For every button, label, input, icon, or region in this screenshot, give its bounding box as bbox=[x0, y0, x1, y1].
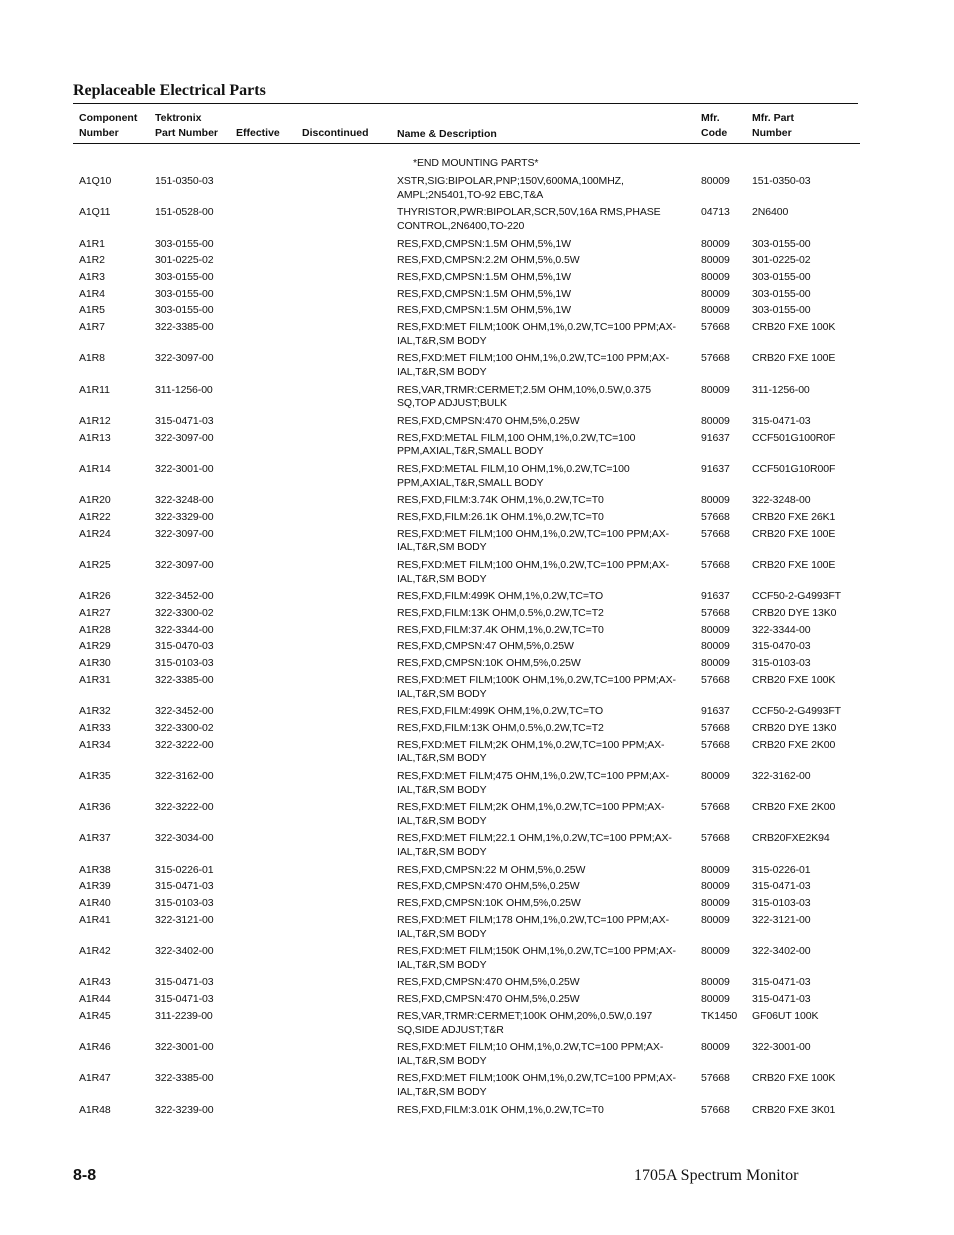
description-line: RES,FXD,FILM:26.1K OHM.1%,0.2W,TC=T0 bbox=[397, 511, 604, 523]
component-number: A1R42 bbox=[79, 945, 111, 958]
component-number: A1R27 bbox=[79, 607, 111, 619]
description-line: RES,FXD,CMPSN:47 OHM,5%,0.25W bbox=[397, 640, 574, 653]
description-line: RES,VAR,TRMR:CERMET;2.5M OHM,10%,0.5W,0.375 bbox=[397, 383, 651, 396]
component-number: A1R20 bbox=[79, 494, 111, 507]
description-line: RES,FXD,CMPSN:470 OHM,5%,0.25W bbox=[397, 880, 580, 893]
manual-title: 1705A Spectrum Monitor bbox=[634, 1167, 799, 1184]
mfr-code: 91637 bbox=[701, 431, 730, 444]
description-line: RES,FXD,CMPSN:1.5M OHM,5%,1W bbox=[397, 304, 571, 317]
col-header-name: Name & Description bbox=[397, 128, 497, 140]
description-line: IAL,T&R,SM BODY bbox=[397, 958, 487, 971]
mfr-part-number: 315-0470-03 bbox=[752, 640, 811, 653]
component-number: A1R44 bbox=[79, 993, 111, 1006]
tektronix-part-number: 315-0103-03 bbox=[155, 897, 214, 910]
component-number: A1R3 bbox=[79, 271, 105, 283]
tektronix-part-number: 322-3248-00 bbox=[155, 494, 214, 507]
tektronix-part-number: 322-3121-00 bbox=[155, 913, 214, 926]
mfr-code: 57668 bbox=[701, 527, 730, 540]
col-header-discontinued: Discontinued bbox=[302, 127, 369, 139]
description-line: RES,FXD:MET FILM;2K OHM,1%,0.2W,TC=100 PPM;AX- bbox=[397, 738, 665, 751]
component-number: A1R22 bbox=[79, 511, 111, 523]
mfr-code: 80009 bbox=[701, 271, 730, 283]
description-line: RES,FXD,CMPSN:1.5M OHM,5%,1W bbox=[397, 271, 571, 283]
component-number: A1R43 bbox=[79, 976, 111, 989]
description-line: IAL,T&R,SM BODY bbox=[397, 846, 487, 859]
tektronix-part-number: 322-3097-00 bbox=[155, 352, 214, 365]
component-number: A1R45 bbox=[79, 1009, 111, 1022]
description-line: RES,FXD:MET FILM;475 OHM,1%,0.2W,TC=100 PPM;AX- bbox=[397, 769, 669, 782]
description-line: PPM,AXIAL,T&R,SMALL BODY bbox=[397, 445, 544, 458]
tektronix-part-number: 303-0155-00 bbox=[155, 287, 214, 300]
tektronix-part-number: 303-0155-00 bbox=[155, 271, 214, 283]
mfr-part-number: 322-3001-00 bbox=[752, 1041, 811, 1054]
component-number: A1R46 bbox=[79, 1041, 111, 1054]
mfr-part-number: CRB20 FXE 3K01 bbox=[752, 1103, 836, 1116]
description-line: RES,FXD,FILM:3.74K OHM,1%,0.2W,TC=T0 bbox=[397, 494, 604, 507]
tektronix-part-number: 315-0471-03 bbox=[155, 976, 214, 989]
description-line: RES,FXD:METAL FILM,100 OHM,1%,0.2W,TC=100 bbox=[397, 431, 636, 444]
description-line: RES,FXD,CMPSN:10K OHM,5%,0.25W bbox=[397, 657, 581, 670]
mfr-code: 57668 bbox=[701, 511, 730, 523]
tektronix-part-number: 322-3385-00 bbox=[155, 1072, 214, 1085]
description-line: RES,FXD:MET FILM;178 OHM,1%,0.2W,TC=100 PPM;AX- bbox=[397, 913, 669, 926]
mfr-code: 80009 bbox=[701, 304, 730, 317]
tektronix-part-number: 311-1256-00 bbox=[155, 383, 213, 396]
mfr-code: 80009 bbox=[701, 415, 730, 427]
description-line: RES,FXD,FILM:499K OHM,1%,0.2W,TC=TO bbox=[397, 590, 604, 603]
mfr-code: 80009 bbox=[701, 657, 730, 670]
component-number: A1R2 bbox=[79, 254, 105, 267]
description-line: RES,FXD:MET FILM;22.1 OHM,1%,0.2W,TC=100 PPM;AX- bbox=[397, 832, 672, 845]
component-number: A1R11 bbox=[79, 383, 110, 396]
mfr-code: 91637 bbox=[701, 463, 730, 475]
mfr-part-number: CRB20 FXE 100E bbox=[752, 527, 836, 540]
mfr-code: 80009 bbox=[701, 1041, 730, 1054]
component-number: A1R12 bbox=[79, 415, 111, 427]
component-number: A1R32 bbox=[79, 705, 111, 718]
mfr-part-number: 315-0103-03 bbox=[752, 657, 811, 670]
tektronix-part-number: 322-3034-00 bbox=[155, 832, 214, 845]
mfr-part-number: 315-0471-03 bbox=[752, 415, 811, 427]
component-number: A1R5 bbox=[79, 304, 105, 317]
col-header-tektronix-line2: Part Number bbox=[155, 127, 219, 139]
tektronix-part-number: 322-3097-00 bbox=[155, 527, 214, 540]
tektronix-part-number: 322-3222-00 bbox=[155, 801, 214, 814]
mfr-part-number: 315-0471-03 bbox=[752, 976, 811, 989]
tektronix-part-number: 315-0470-03 bbox=[155, 640, 214, 653]
description-line: IAL,T&R,SM BODY bbox=[397, 814, 487, 827]
tektronix-part-number: 322-3344-00 bbox=[155, 623, 214, 636]
mfr-code: 80009 bbox=[701, 287, 730, 300]
col-header-effective: Effective bbox=[236, 127, 280, 139]
component-number: A1R7 bbox=[79, 321, 105, 334]
mfr-part-number: 322-3121-00 bbox=[752, 913, 811, 926]
component-number: A1R36 bbox=[79, 801, 111, 814]
mfr-part-number: CRB20 FXE 2K00 bbox=[752, 738, 836, 751]
mfr-code: 57668 bbox=[701, 352, 730, 365]
mfr-part-number: 322-3162-00 bbox=[752, 769, 811, 782]
mfr-part-number: 151-0350-03 bbox=[752, 175, 811, 187]
description-line: RES,FXD,CMPSN:470 OHM,5%,0.25W bbox=[397, 993, 580, 1006]
description-line: AMPL;2N5401,TO-92 EBC,T&A bbox=[397, 188, 544, 201]
description-line: RES,FXD,CMPSN:470 OHM,5%,0.25W bbox=[397, 976, 580, 989]
component-number: A1R25 bbox=[79, 559, 111, 571]
description-line: IAL,T&R,SM BODY bbox=[397, 366, 487, 379]
component-number: A1R8 bbox=[79, 352, 105, 365]
mfr-part-number: 315-0471-03 bbox=[752, 993, 811, 1006]
mfr-part-number: CCF50-2-G4993FT bbox=[752, 705, 841, 718]
tektronix-part-number: 322-3001-00 bbox=[155, 1041, 214, 1054]
tektronix-part-number: 322-3300-02 bbox=[155, 607, 214, 619]
tektronix-part-number: 151-0350-03 bbox=[155, 175, 214, 187]
mfr-part-number: 322-3248-00 bbox=[752, 494, 811, 507]
mfr-part-number: CRB20 FXE 100E bbox=[752, 352, 836, 365]
tektronix-part-number: 311-2239-00 bbox=[155, 1009, 213, 1022]
mfr-code: 57668 bbox=[701, 607, 730, 619]
description-line: RES,FXD,FILM:37.4K OHM,1%,0.2W,TC=T0 bbox=[397, 623, 604, 636]
tektronix-part-number: 303-0155-00 bbox=[155, 237, 214, 250]
tektronix-part-number: 322-3097-00 bbox=[155, 559, 214, 571]
component-number: A1R35 bbox=[79, 769, 111, 782]
tektronix-part-number: 315-0103-03 bbox=[155, 657, 214, 670]
component-number: A1R30 bbox=[79, 657, 111, 670]
page-number: 8-8 bbox=[73, 1167, 97, 1184]
mfr-part-number: 315-0471-03 bbox=[752, 880, 811, 893]
description-line: RES,FXD,FILM:13K OHM,0.5%,0.2W,TC=T2 bbox=[397, 607, 604, 619]
tektronix-part-number: 322-3402-00 bbox=[155, 945, 214, 958]
mfr-part-number: CCF50-2-G4993FT bbox=[752, 590, 841, 603]
component-number: A1R34 bbox=[79, 738, 111, 751]
mfr-part-number: CRB20FXE2K94 bbox=[752, 832, 830, 845]
col-header-mfr-part-line1: Mfr. Part bbox=[752, 112, 795, 124]
mfr-code: 80009 bbox=[701, 863, 730, 876]
mfr-code: 80009 bbox=[701, 945, 730, 958]
description-line: RES,FXD:MET FILM;100 OHM,1%,0.2W,TC=100 PPM;AX- bbox=[397, 527, 669, 540]
description-line: RES,FXD,FILM:3.01K OHM,1%,0.2W,TC=T0 bbox=[397, 1103, 604, 1116]
description-line: RES,FXD,FILM:13K OHM,0.5%,0.2W,TC=T2 bbox=[397, 721, 604, 734]
description-line: IAL,T&R,SM BODY bbox=[397, 1054, 487, 1067]
description-line: IAL,T&R,SM BODY bbox=[397, 927, 487, 940]
component-number: A1R40 bbox=[79, 897, 111, 910]
description-line: RES,FXD:MET FILM;100 OHM,1%,0.2W,TC=100 PPM;AX- bbox=[397, 352, 669, 365]
tektronix-part-number: 315-0226-01 bbox=[155, 863, 214, 876]
mfr-code: 80009 bbox=[701, 993, 730, 1006]
description-line: RES,VAR,TRMR:CERMET;100K OHM,20%,0.5W,0.197 bbox=[397, 1009, 653, 1022]
mfr-part-number: 301-0225-02 bbox=[752, 254, 811, 267]
component-number: A1Q11 bbox=[79, 206, 111, 219]
description-line: RES,FXD,CMPSN:470 OHM,5%,0.25W bbox=[397, 415, 580, 427]
component-number: A1R39 bbox=[79, 880, 111, 893]
mfr-code: 80009 bbox=[701, 494, 730, 507]
description-line: IAL,T&R,SM BODY bbox=[397, 687, 487, 700]
mfr-part-number: 315-0103-03 bbox=[752, 897, 811, 910]
tektronix-part-number: 315-0471-03 bbox=[155, 415, 214, 427]
mfr-part-number: 303-0155-00 bbox=[752, 304, 811, 317]
tektronix-part-number: 322-3001-00 bbox=[155, 463, 214, 475]
tektronix-part-number: 315-0471-03 bbox=[155, 993, 214, 1006]
mfr-code: 80009 bbox=[701, 254, 730, 267]
component-number: A1R48 bbox=[79, 1103, 111, 1116]
mfr-code: 80009 bbox=[701, 880, 730, 893]
col-header-tektronix-line1: Tektronix bbox=[155, 112, 202, 124]
description-line: IAL,T&R,SM BODY bbox=[397, 1086, 487, 1099]
component-number: A1R4 bbox=[79, 287, 105, 300]
mfr-part-number: CRB20 DYE 13K0 bbox=[752, 721, 837, 734]
description-line: XSTR,SIG:BIPOLAR,PNP;150V,600MA,100MHZ, bbox=[397, 175, 624, 187]
mfr-part-number: 322-3344-00 bbox=[752, 623, 811, 636]
col-header-mfr-code-line1: Mfr. bbox=[701, 112, 720, 124]
mfr-part-number: CRB20 FXE 100K bbox=[752, 673, 836, 686]
description-line: RES,FXD,CMPSN:2.2M OHM,5%,0.5W bbox=[397, 254, 580, 267]
component-number: A1Q10 bbox=[79, 175, 112, 187]
mfr-part-number: 303-0155-00 bbox=[752, 237, 811, 250]
mfr-part-number: 311-1256-00 bbox=[752, 383, 810, 396]
tektronix-part-number: 322-3222-00 bbox=[155, 738, 214, 751]
mfr-code: 57668 bbox=[701, 721, 730, 734]
mfr-code: 80009 bbox=[701, 623, 730, 636]
description-line: CONTROL,2N6400,TO-220 bbox=[397, 220, 525, 232]
tektronix-part-number: 322-3097-00 bbox=[155, 431, 214, 444]
mfr-code: 57668 bbox=[701, 1103, 730, 1116]
col-header-component-line2: Number bbox=[79, 127, 119, 139]
tektronix-part-number: 315-0471-03 bbox=[155, 880, 214, 893]
component-number: A1R14 bbox=[79, 463, 111, 475]
tektronix-part-number: 322-3452-00 bbox=[155, 705, 214, 718]
component-number: A1R1 bbox=[79, 237, 105, 250]
component-number: A1R38 bbox=[79, 863, 111, 876]
tektronix-part-number: 322-3239-00 bbox=[155, 1103, 214, 1116]
description-line: RES,FXD:MET FILM;100K OHM,1%,0.2W,TC=100 PPM;AX- bbox=[397, 673, 676, 686]
mfr-code: 80009 bbox=[701, 897, 730, 910]
description-line: RES,FXD:MET FILM;150K OHM,1%,0.2W,TC=100 PPM;AX- bbox=[397, 945, 676, 958]
component-number: A1R37 bbox=[79, 832, 111, 845]
component-number: A1R29 bbox=[79, 640, 111, 653]
mfr-code: 04713 bbox=[701, 206, 730, 219]
tektronix-part-number: 151-0528-00 bbox=[155, 206, 214, 219]
col-header-component-line1: Component bbox=[79, 112, 138, 124]
description-line: IAL,T&R,SM BODY bbox=[397, 541, 487, 554]
component-number: A1R47 bbox=[79, 1072, 111, 1085]
mfr-code: 57668 bbox=[701, 673, 730, 686]
mfr-code: 80009 bbox=[701, 237, 730, 250]
mfr-code: 80009 bbox=[701, 976, 730, 989]
mfr-code: 57668 bbox=[701, 738, 730, 751]
description-line: PPM,AXIAL,T&R,SMALL BODY bbox=[397, 476, 544, 489]
mfr-code: TK1450 bbox=[701, 1009, 738, 1022]
tektronix-part-number: 322-3300-02 bbox=[155, 721, 214, 734]
mfr-code: 57668 bbox=[701, 1072, 730, 1085]
component-number: A1R31 bbox=[79, 673, 111, 686]
description-line: RES,FXD:MET FILM;10 OHM,1%,0.2W,TC=100 PPM;AX- bbox=[397, 1041, 664, 1054]
mfr-code: 80009 bbox=[701, 913, 730, 926]
mfr-code: 80009 bbox=[701, 769, 730, 782]
mfr-part-number: CRB20 DYE 13K0 bbox=[752, 607, 837, 619]
mfr-code: 80009 bbox=[701, 640, 730, 653]
mfr-code: 57668 bbox=[701, 559, 730, 571]
description-line: RES,FXD,CMPSN:1.5M OHM,5%,1W bbox=[397, 287, 571, 300]
description-line: RES,FXD,CMPSN:22 M OHM,5%,0.25W bbox=[397, 863, 586, 876]
tektronix-part-number: 301-0225-02 bbox=[155, 254, 214, 267]
description-line: IAL,T&R,SM BODY bbox=[397, 572, 487, 585]
description-line: THYRISTOR,PWR:BIPOLAR,SCR,50V,16A RMS,PHASE bbox=[397, 206, 661, 219]
col-header-mfr-part-line2: Number bbox=[752, 127, 792, 139]
mfr-part-number: CCF501G10R00F bbox=[752, 463, 836, 475]
mfr-part-number: 2N6400 bbox=[752, 206, 789, 219]
description-line: IAL,T&R,SM BODY bbox=[397, 752, 487, 765]
component-number: A1R13 bbox=[79, 431, 111, 444]
description-line: SQ,TOP ADJUST;BULK bbox=[397, 397, 507, 410]
tektronix-part-number: 322-3385-00 bbox=[155, 673, 214, 686]
description-line: RES,FXD:MET FILM;100K OHM,1%,0.2W,TC=100 PPM;AX- bbox=[397, 1072, 676, 1085]
mfr-part-number: CRB20 FXE 100K bbox=[752, 1072, 836, 1085]
component-number: A1R33 bbox=[79, 721, 111, 734]
mfr-part-number: 303-0155-00 bbox=[752, 287, 811, 300]
component-number: A1R28 bbox=[79, 623, 111, 636]
description-line: IAL,T&R,SM BODY bbox=[397, 334, 487, 347]
mfr-code: 91637 bbox=[701, 705, 730, 718]
mfr-code: 57668 bbox=[701, 801, 730, 814]
mfr-code: 80009 bbox=[701, 383, 730, 396]
mfr-part-number: CRB20 FXE 100K bbox=[752, 321, 836, 334]
mfr-part-number: CRB20 FXE 26K1 bbox=[752, 511, 836, 523]
mfr-code: 57668 bbox=[701, 321, 730, 334]
mfr-part-number: 322-3402-00 bbox=[752, 945, 811, 958]
description-line: RES,FXD:METAL FILM,10 OHM,1%,0.2W,TC=100 bbox=[397, 463, 630, 475]
description-line: SQ,SIDE ADJUST;T&R bbox=[397, 1023, 504, 1036]
section-title: Replaceable Electrical Parts bbox=[73, 82, 266, 99]
mfr-part-number: 303-0155-00 bbox=[752, 271, 811, 283]
mfr-code: 57668 bbox=[701, 832, 730, 845]
component-number: A1R24 bbox=[79, 527, 111, 540]
tektronix-part-number: 322-3162-00 bbox=[155, 769, 214, 782]
component-number: A1R26 bbox=[79, 590, 111, 603]
description-line: RES,FXD:MET FILM;100K OHM,1%,0.2W,TC=100 PPM;AX- bbox=[397, 321, 676, 334]
mfr-part-number: 315-0226-01 bbox=[752, 863, 811, 876]
col-header-mfr-code-line2: Code bbox=[701, 127, 728, 139]
description-line: RES,FXD:MET FILM;100 OHM,1%,0.2W,TC=100 PPM;AX- bbox=[397, 559, 669, 571]
mfr-part-number: CRB20 FXE 100E bbox=[752, 559, 836, 571]
mfr-code: 91637 bbox=[701, 590, 730, 603]
tektronix-part-number: 322-3329-00 bbox=[155, 511, 214, 523]
tektronix-part-number: 303-0155-00 bbox=[155, 304, 214, 317]
mfr-part-number: CRB20 FXE 2K00 bbox=[752, 801, 836, 814]
description-line: RES,FXD,FILM:499K OHM,1%,0.2W,TC=TO bbox=[397, 705, 604, 718]
tektronix-part-number: 322-3385-00 bbox=[155, 321, 214, 334]
description-line: IAL,T&R,SM BODY bbox=[397, 783, 487, 796]
description-line: RES,FXD,CMPSN:10K OHM,5%,0.25W bbox=[397, 897, 581, 910]
mfr-code: 80009 bbox=[701, 175, 730, 187]
component-number: A1R41 bbox=[79, 913, 111, 926]
mfr-part-number: CCF501G100R0F bbox=[752, 431, 836, 444]
mfr-part-number: GF06UT 100K bbox=[752, 1009, 819, 1022]
description-line: RES,FXD,CMPSN:1.5M OHM,5%,1W bbox=[397, 237, 571, 250]
description-line: RES,FXD:MET FILM;2K OHM,1%,0.2W,TC=100 PPM;AX- bbox=[397, 801, 665, 814]
section-note: *END MOUNTING PARTS* bbox=[413, 157, 539, 169]
tektronix-part-number: 322-3452-00 bbox=[155, 590, 214, 603]
